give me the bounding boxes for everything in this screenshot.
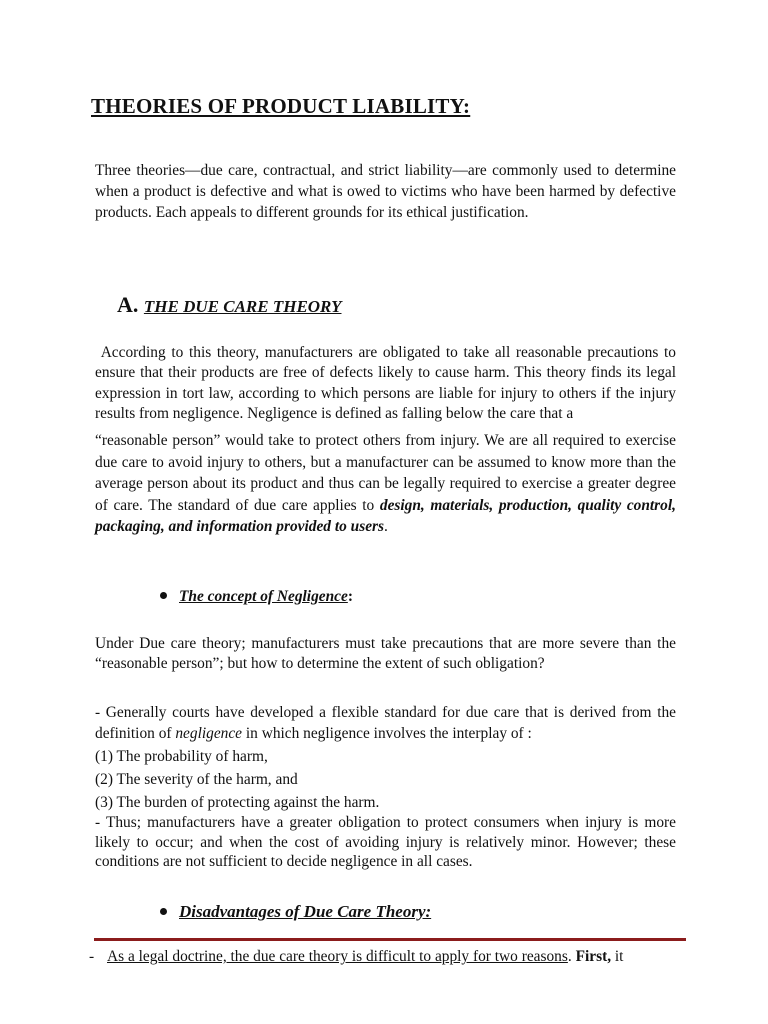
disadvantages-period: . — [567, 948, 576, 965]
page-title: THEORIES OF PRODUCT LIABILITY: — [91, 94, 471, 118]
negligence-heading: The concept of Negligence — [179, 588, 348, 605]
factor-item: (2) The severity of the harm, and — [95, 770, 298, 788]
disadvantages-first-line — [89, 948, 680, 966]
section-letter: A. — [117, 292, 139, 317]
negligence-text-2-end: in which negligence involves the interplay of : — [242, 725, 532, 743]
list-dash: - — [89, 948, 95, 965]
section-divider — [94, 938, 686, 941]
due-care-text-1: According to this theory, manufacturers are obligated to take all reasonable precautions to ensure that their products are free of defects likely to cause harm. This theory finds its legal expression in tort law, according to which persons are liable for injury to others if the injury results from negligence. Negligence is defined as falling below the care that a — [95, 344, 676, 422]
due-care-paragraph-1 — [95, 343, 676, 424]
due-care-end: . — [384, 518, 388, 536]
bullet-negligence — [160, 588, 353, 606]
bullet-dot-icon — [160, 908, 167, 915]
due-care-text-2: “reasonable person” would take to protect others from injury. We are all required to exercise due care to avoid injury to others, but a manufacturer can be assumed to know more than the average person about its product and thus can be legally required to exercise a greater degree of care. The standard of due care applies to — [95, 432, 676, 514]
factor-item: (1) The probability of harm, — [95, 747, 268, 765]
section-name: THE DUE CARE THEORY — [143, 297, 342, 316]
negligence-heading-colon: : — [347, 588, 353, 605]
bullet-disadvantages — [160, 902, 431, 922]
intro-paragraph: Three theories—due care, contractual, and strict liability—are commonly used to determine when a product is defective and what is owed to victims who have been harmed by defective products. Each appeals to different grounds for its ethical justification. — [95, 162, 676, 221]
disadvantages-heading: Disadvantages of Due Care Theory: — [179, 902, 432, 921]
due-care-paragraph-2 — [95, 430, 676, 538]
negligence-text-2: - Generally courts have developed a flexible standard for due care that is derived from the definition of — [95, 704, 676, 743]
factor-item: (3) The burden of protecting against the harm. — [95, 793, 380, 811]
negligence-paragraph-1: Under Due care theory; manufacturers must take precautions that are more severe than the “reasonable person”; but how to determine the extent of such obligation? — [95, 635, 676, 673]
bullet-dot-icon — [160, 592, 167, 599]
section-heading-due-care — [117, 292, 341, 318]
disadvantages-first-label: First, — [575, 948, 612, 965]
disadvantages-line-end: it — [611, 948, 624, 965]
disadvantages-underlined-text: As a legal doctrine, the due care theory is difficult to apply for two reasons — [107, 948, 568, 965]
negligence-term: negligence — [175, 725, 243, 743]
negligence-paragraph-2 — [95, 702, 676, 814]
due-care-emphasis: design, materials, production, quality control, packaging, and information provided to users — [95, 496, 676, 536]
negligence-paragraph-3: - Thus; manufacturers have a greater obligation to protect consumers when injury is more likely to occur; and when the cost of avoiding injury is relatively minor. However; these conditions are not sufficient to decide negligence in all cases. — [95, 814, 676, 870]
